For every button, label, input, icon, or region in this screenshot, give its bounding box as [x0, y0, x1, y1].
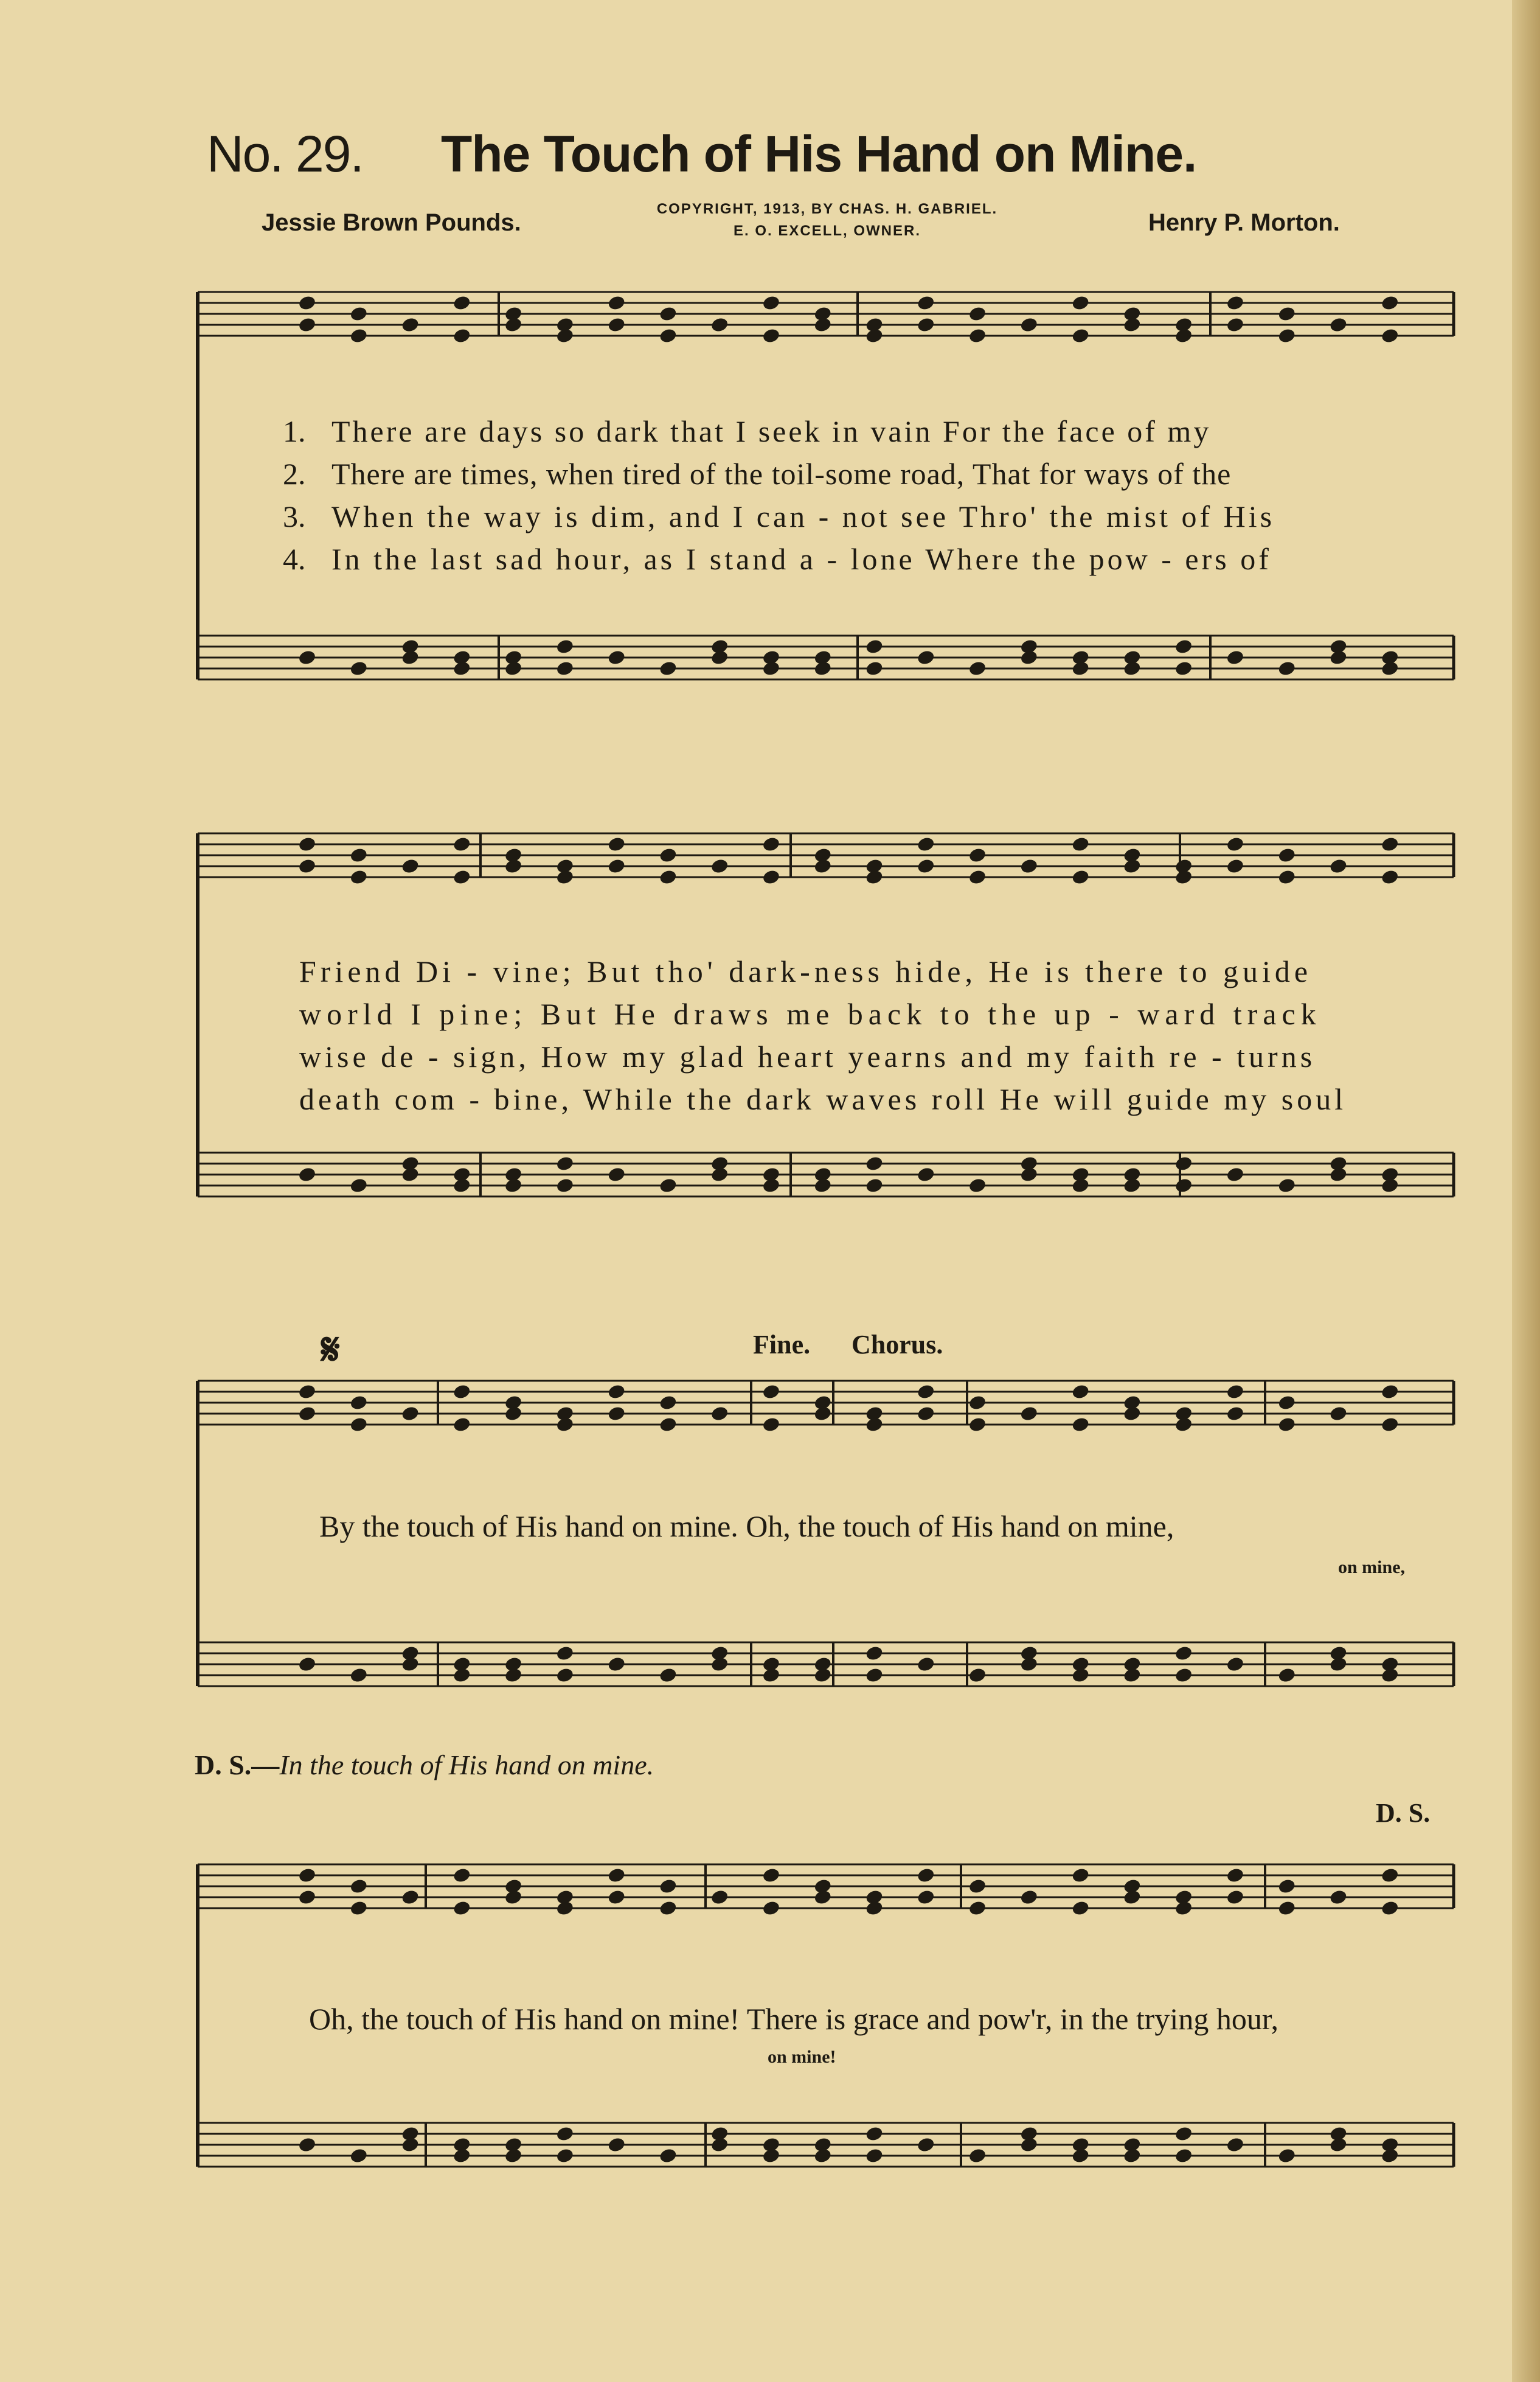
- copyright-line-1: COPYRIGHT, 1913, BY CHAS. H. GABRIEL.: [656, 201, 998, 217]
- notehead: [968, 2147, 987, 2164]
- notehead: [349, 1667, 368, 1684]
- notehead: [659, 869, 678, 886]
- notehead: [1019, 1166, 1038, 1183]
- notehead: [555, 2125, 574, 2142]
- notehead: [917, 2136, 935, 2153]
- notehead: [659, 660, 678, 677]
- notehead: [813, 1889, 832, 1906]
- ds-footnote-prefix: D. S.—: [195, 1749, 280, 1780]
- notehead: [555, 1645, 574, 1662]
- notehead: [504, 1405, 522, 1422]
- notehead: [761, 1383, 780, 1400]
- notehead: [761, 1867, 780, 1884]
- notehead: [349, 305, 368, 322]
- notehead: [453, 836, 471, 853]
- notehead: [607, 1383, 626, 1400]
- notehead: [1174, 327, 1193, 344]
- notehead: [401, 2136, 420, 2153]
- notehead: [1329, 649, 1348, 666]
- notehead: [917, 316, 935, 333]
- notehead: [555, 1416, 574, 1433]
- notehead: [504, 1166, 522, 1183]
- echo-label-2: on mine!: [768, 2047, 836, 2067]
- notehead: [761, 294, 780, 311]
- verse-line: [299, 1082, 1347, 1117]
- notehead: [1019, 1889, 1038, 1906]
- notehead: [1381, 1667, 1400, 1684]
- notehead: [1277, 1667, 1296, 1684]
- notehead: [813, 2136, 832, 2153]
- notehead: [1071, 1177, 1090, 1194]
- notehead: [865, 1416, 884, 1433]
- notehead: [401, 649, 420, 666]
- notehead: [453, 2147, 471, 2164]
- verse-text: wise de - sign, How my glad heart yearns and my faith re - turns: [299, 1040, 1316, 1074]
- notehead: [813, 1405, 832, 1422]
- notehead: [1226, 836, 1244, 853]
- notehead: [1071, 294, 1090, 311]
- notehead: [1277, 305, 1296, 322]
- notehead: [1123, 316, 1142, 333]
- chorus-lyric: [319, 1509, 1174, 1544]
- notehead: [1277, 1177, 1296, 1194]
- verse-number: 3.: [283, 499, 306, 533]
- notehead: [1123, 1405, 1142, 1422]
- notehead: [1277, 1878, 1296, 1895]
- notehead: [761, 1667, 780, 1684]
- verse-text: In the last sad hour, as I stand a - lone Where the pow - ers of: [331, 542, 1272, 576]
- notehead: [453, 294, 471, 311]
- notehead: [297, 1166, 316, 1183]
- verse-text: Friend Di - vine; But tho' dark-ness hide, He is there to guide: [299, 954, 1313, 988]
- notehead: [1381, 660, 1400, 677]
- notehead: [555, 1155, 574, 1172]
- notehead: [968, 869, 987, 886]
- notehead: [555, 1667, 574, 1684]
- notehead: [1226, 649, 1244, 666]
- hymn-title: The Touch of His Hand on Mine.: [441, 125, 1197, 182]
- notehead: [1329, 858, 1348, 875]
- notehead: [555, 869, 574, 886]
- notehead: [607, 1867, 626, 1884]
- notehead: [349, 847, 368, 864]
- notehead: [1019, 649, 1038, 666]
- notehead: [555, 660, 574, 677]
- notehead: [607, 649, 626, 666]
- notehead: [710, 1166, 729, 1183]
- notehead: [297, 1867, 316, 1884]
- notehead: [297, 1889, 316, 1906]
- verse-line: [299, 1039, 1316, 1074]
- notehead: [1019, 2136, 1038, 2153]
- verse-line: [299, 954, 1312, 989]
- notehead: [1071, 1383, 1090, 1400]
- notehead: [813, 649, 832, 666]
- notehead: [968, 1900, 987, 1917]
- notehead: [1277, 1416, 1296, 1433]
- notehead: [401, 316, 420, 333]
- notehead: [761, 1177, 780, 1194]
- notehead: [968, 660, 987, 677]
- notehead: [504, 858, 522, 875]
- notehead: [1174, 2147, 1193, 2164]
- notehead: [1381, 2147, 1400, 2164]
- notehead: [349, 1900, 368, 1917]
- notehead: [1277, 1900, 1296, 1917]
- verse-text: There are days so dark that I seek in vain For the face of my: [331, 414, 1212, 448]
- notehead: [1174, 2125, 1193, 2142]
- fine-marker: Fine.: [753, 1330, 811, 1359]
- notehead: [1071, 869, 1090, 886]
- notehead: [1123, 858, 1142, 875]
- hymn-number: No. 29.: [207, 125, 363, 182]
- notehead: [1071, 2147, 1090, 2164]
- notehead: [1071, 836, 1090, 853]
- verse-number: 4.: [283, 542, 306, 576]
- notehead: [453, 1667, 471, 1684]
- notehead: [1071, 1900, 1090, 1917]
- notehead: [865, 1645, 884, 1662]
- notehead: [297, 649, 316, 666]
- notehead: [401, 1405, 420, 1422]
- notehead: [607, 1166, 626, 1183]
- notehead: [917, 1166, 935, 1183]
- notehead: [865, 2125, 884, 2142]
- verse-line: [283, 541, 1272, 577]
- notehead: [349, 660, 368, 677]
- verse-line: [283, 499, 1275, 534]
- notehead: [297, 294, 316, 311]
- verse-line: [283, 414, 1211, 449]
- notehead: [865, 1177, 884, 1194]
- notehead: [659, 1177, 678, 1194]
- notehead: [297, 2136, 316, 2153]
- notehead: [761, 869, 780, 886]
- notehead: [761, 1416, 780, 1433]
- notehead: [1071, 1416, 1090, 1433]
- notehead: [607, 294, 626, 311]
- notehead: [1329, 2136, 1348, 2153]
- notehead: [659, 327, 678, 344]
- notehead: [555, 327, 574, 344]
- notehead: [1174, 1900, 1193, 1917]
- notehead: [1123, 1166, 1142, 1183]
- notehead: [1019, 858, 1038, 875]
- notehead: [1381, 294, 1400, 311]
- notehead: [968, 1667, 987, 1684]
- notehead: [1329, 316, 1348, 333]
- notehead: [607, 1889, 626, 1906]
- notehead: [453, 1900, 471, 1917]
- notehead: [761, 660, 780, 677]
- notehead: [1123, 2136, 1142, 2153]
- notehead: [710, 1656, 729, 1673]
- notehead: [453, 1383, 471, 1400]
- notehead: [297, 1405, 316, 1422]
- notehead: [1019, 1405, 1038, 1422]
- notehead: [917, 294, 935, 311]
- verse-number: 1.: [283, 414, 306, 448]
- notehead: [1329, 1889, 1348, 1906]
- notehead: [504, 649, 522, 666]
- notehead: [659, 2147, 678, 2164]
- verse-text: death com - bine, While the dark waves roll He will guide my soul: [299, 1082, 1347, 1116]
- lyricist: Jessie Brown Pounds.: [262, 209, 521, 236]
- notehead: [453, 660, 471, 677]
- notehead: [813, 1166, 832, 1183]
- notehead: [297, 316, 316, 333]
- notehead: [968, 847, 987, 864]
- notehead: [1329, 1166, 1348, 1183]
- notehead: [1381, 1416, 1400, 1433]
- notehead: [607, 858, 626, 875]
- notehead: [917, 1889, 935, 1906]
- notehead: [1174, 1645, 1193, 1662]
- notehead: [968, 327, 987, 344]
- notehead: [865, 869, 884, 886]
- notehead: [1174, 869, 1193, 886]
- notehead: [968, 1416, 987, 1433]
- notehead: [349, 1177, 368, 1194]
- notehead: [865, 1155, 884, 1172]
- notehead: [1381, 836, 1400, 853]
- notehead: [349, 2147, 368, 2164]
- notehead: [865, 2147, 884, 2164]
- notehead: [1071, 327, 1090, 344]
- verse-line: [283, 456, 1231, 491]
- notehead: [555, 2147, 574, 2164]
- notehead: [813, 316, 832, 333]
- verse-text: When the way is dim, and I can - not see Thro' the mist of His: [331, 499, 1275, 533]
- notehead: [1123, 1889, 1142, 1906]
- notehead: [1329, 1656, 1348, 1673]
- notehead: [1174, 1177, 1193, 1194]
- notehead: [710, 649, 729, 666]
- notehead: [659, 1394, 678, 1411]
- notehead: [1019, 316, 1038, 333]
- notehead: [1071, 1667, 1090, 1684]
- notehead: [968, 1878, 987, 1895]
- notehead: [607, 316, 626, 333]
- notehead: [761, 836, 780, 853]
- notehead: [297, 858, 316, 875]
- chorus-lyric-2: [309, 2001, 1278, 2037]
- notehead: [453, 1867, 471, 1884]
- notehead: [504, 1656, 522, 1673]
- ds-footnote: [195, 1749, 654, 1781]
- notehead: [1277, 660, 1296, 677]
- notehead: [1329, 1405, 1348, 1422]
- notehead: [917, 1656, 935, 1673]
- notehead: [1381, 327, 1400, 344]
- notehead: [504, 2136, 522, 2153]
- notehead: [1226, 1166, 1244, 1183]
- notehead: [1226, 2136, 1244, 2153]
- notehead: [1226, 1383, 1244, 1400]
- notehead: [1277, 869, 1296, 886]
- chorus-lyric-2-text: Oh, the touch of His hand on mine! There is grace and pow'r, in the trying hour,: [309, 2002, 1278, 2036]
- notehead: [1381, 1383, 1400, 1400]
- notehead: [453, 869, 471, 886]
- verse-text: world I pine; But He draws me back to the up - ward track: [299, 997, 1322, 1031]
- notehead: [349, 327, 368, 344]
- notehead: [401, 1166, 420, 1183]
- notehead: [607, 1405, 626, 1422]
- copyright-line-2: E. O. EXCELL, OWNER.: [733, 223, 921, 239]
- notehead: [349, 1394, 368, 1411]
- verse-line: [299, 996, 1322, 1032]
- notehead: [865, 638, 884, 655]
- notehead: [1381, 869, 1400, 886]
- notehead: [1381, 1177, 1400, 1194]
- notehead: [401, 858, 420, 875]
- notehead: [1381, 1867, 1400, 1884]
- notehead: [710, 2136, 729, 2153]
- notehead: [659, 847, 678, 864]
- chorus-lyric-text: By the touch of His hand on mine. Oh, the touch of His hand on mine,: [319, 1509, 1174, 1543]
- notehead: [1226, 294, 1244, 311]
- notehead: [607, 836, 626, 853]
- notehead: [710, 1889, 729, 1906]
- ds-marker: D. S.: [1376, 1798, 1431, 1828]
- notehead: [761, 1900, 780, 1917]
- notehead: [659, 1667, 678, 1684]
- notehead: [659, 1878, 678, 1895]
- notehead: [297, 836, 316, 853]
- notehead: [453, 1177, 471, 1194]
- notehead: [401, 1889, 420, 1906]
- notehead: [349, 1878, 368, 1895]
- notehead: [1277, 2147, 1296, 2164]
- notehead: [1174, 660, 1193, 677]
- notehead: [659, 1900, 678, 1917]
- notehead: [504, 1889, 522, 1906]
- notehead: [1226, 1889, 1244, 1906]
- notehead: [710, 858, 729, 875]
- notehead: [1174, 638, 1193, 655]
- notehead: [1381, 1900, 1400, 1917]
- notehead: [453, 1416, 471, 1433]
- notehead: [1071, 1867, 1090, 1884]
- notehead: [349, 869, 368, 886]
- notehead: [968, 305, 987, 322]
- segno-sign: 𝄋: [321, 1325, 340, 1374]
- notehead: [1123, 649, 1142, 666]
- notehead: [865, 327, 884, 344]
- verse-text: There are times, when tired of the toil-some road, That for ways of the: [331, 457, 1232, 491]
- notehead: [607, 1656, 626, 1673]
- notehead: [401, 1656, 420, 1673]
- notehead: [761, 2147, 780, 2164]
- notehead: [607, 2136, 626, 2153]
- notehead: [917, 1867, 935, 1884]
- notehead: [968, 1394, 987, 1411]
- notehead: [555, 1900, 574, 1917]
- notehead: [1277, 847, 1296, 864]
- notehead: [659, 305, 678, 322]
- notehead: [917, 1383, 935, 1400]
- composer: Henry P. Morton.: [1148, 209, 1340, 236]
- notehead: [1226, 1405, 1244, 1422]
- notehead: [453, 327, 471, 344]
- notehead: [1226, 1656, 1244, 1673]
- notehead: [659, 1416, 678, 1433]
- notehead: [1071, 660, 1090, 677]
- notehead: [297, 1383, 316, 1400]
- notehead: [710, 316, 729, 333]
- notehead: [1226, 1867, 1244, 1884]
- notehead: [917, 858, 935, 875]
- notehead: [1226, 858, 1244, 875]
- notehead: [1019, 1656, 1038, 1673]
- notehead: [917, 836, 935, 853]
- notehead: [865, 1900, 884, 1917]
- ds-footnote-text: In the touch of His hand on mine.: [279, 1749, 654, 1780]
- notehead: [297, 1656, 316, 1673]
- notehead: [917, 649, 935, 666]
- notehead: [349, 1416, 368, 1433]
- verse-number: 2.: [283, 457, 306, 491]
- notehead: [504, 316, 522, 333]
- notehead: [1174, 1416, 1193, 1433]
- notehead: [1277, 1394, 1296, 1411]
- chorus-marker: Chorus.: [852, 1330, 943, 1359]
- notehead: [761, 327, 780, 344]
- notehead: [555, 638, 574, 655]
- notehead: [555, 1177, 574, 1194]
- notehead: [968, 1177, 987, 1194]
- echo-label: on mine,: [1338, 1557, 1406, 1577]
- notehead: [1174, 1667, 1193, 1684]
- notehead: [813, 1656, 832, 1673]
- notehead: [865, 1667, 884, 1684]
- notehead: [710, 1405, 729, 1422]
- notehead: [1226, 316, 1244, 333]
- notehead: [813, 858, 832, 875]
- notehead: [1123, 1656, 1142, 1673]
- notehead: [865, 660, 884, 677]
- notehead: [1174, 1155, 1193, 1172]
- notehead: [917, 1405, 935, 1422]
- notehead: [1277, 327, 1296, 344]
